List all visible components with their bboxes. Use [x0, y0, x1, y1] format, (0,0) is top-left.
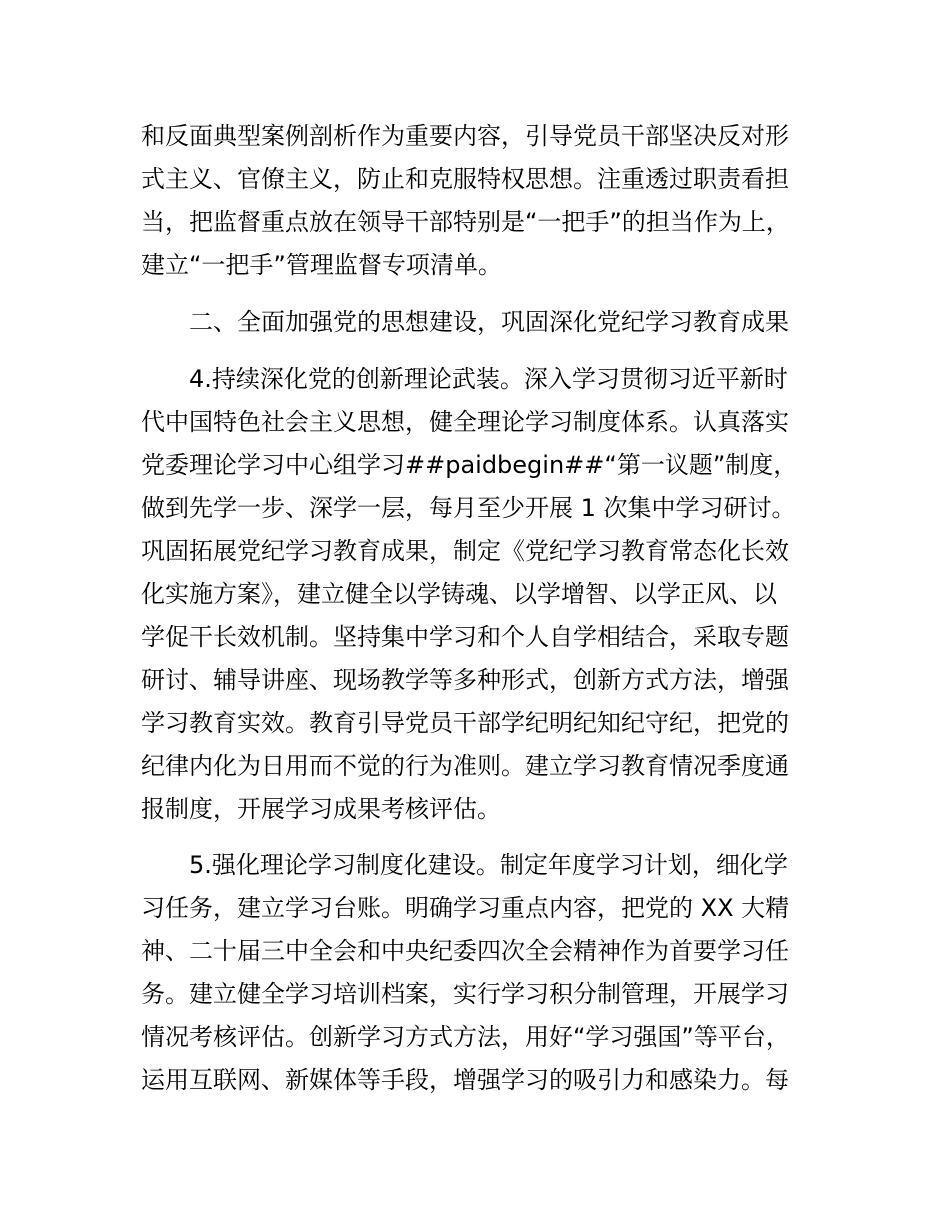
section-heading: 二、全面加强党的思想建设，巩固深化党纪学习教育成果: [189, 308, 789, 336]
body-text-line: 做到先学一步、深学一层，每月至少开展 1 次集中学习研讨。: [141, 494, 796, 522]
body-text-line: 情况考核评估。创新学习方式方法，用好“学习强国”等平台，: [141, 1023, 790, 1051]
body-text-line: 式主义、官僚主义，防止和克服特权思想。注重透过职责看担: [141, 165, 789, 193]
body-text-line: 务。建立健全学习培训档案，实行学习积分制管理，开展学习: [141, 980, 789, 1008]
body-text-line: 神、二十届三中全会和中央纪委四次全会精神作为首要学习任: [141, 937, 789, 965]
body-text-line: 学习教育实效。教育引导党员干部学纪明纪知纪守纪，把党的: [141, 709, 789, 737]
body-text-line: 学促干长效机制。坚持集中学习和个人自学相结合，采取专题: [141, 623, 789, 651]
body-text-line: 党委理论学习中心组学习##paidbegin##“第一议题”制度，: [141, 451, 798, 479]
body-text-line: 当，把监督重点放在领导干部特别是“一把手”的担当作为上，: [141, 208, 790, 236]
body-text-line: 报制度，开展学习成果考核评估。: [141, 795, 501, 823]
body-text-line: 研讨、辅导讲座、现场教学等多种形式，创新方式方法，增强: [141, 666, 789, 694]
body-text-line: 4.持续深化党的创新理论武装。深入学习贯彻习近平新时: [189, 365, 788, 393]
body-text-line: 5.强化理论学习制度化建设。制定年度学习计划，细化学: [189, 851, 788, 879]
body-text-line: 运用互联网、新媒体等手段，增强学习的吸引力和感染力。每: [141, 1066, 789, 1094]
body-text-line: 代中国特色社会主义思想，健全理论学习制度体系。认真落实: [141, 408, 789, 436]
body-text-line: 化实施方案》，建立健全以学铸魂、以学增智、以学正风、以: [141, 580, 777, 608]
body-text-line: 建立“一把手”管理监督专项清单。: [141, 251, 502, 279]
body-text-line: 习任务，建立学习台账。明确学习重点内容，把党的 XX 大精: [141, 894, 790, 922]
body-text-line: 纪律内化为日用而不觉的行为准则。建立学习教育情况季度通: [141, 752, 789, 780]
body-text-line: 和反面典型案例剖析作为重要内容，引导党员干部坚决反对形: [141, 122, 789, 150]
body-text-line: 巩固拓展党纪学习教育成果，制定《党纪学习教育常态化长效: [141, 537, 789, 565]
